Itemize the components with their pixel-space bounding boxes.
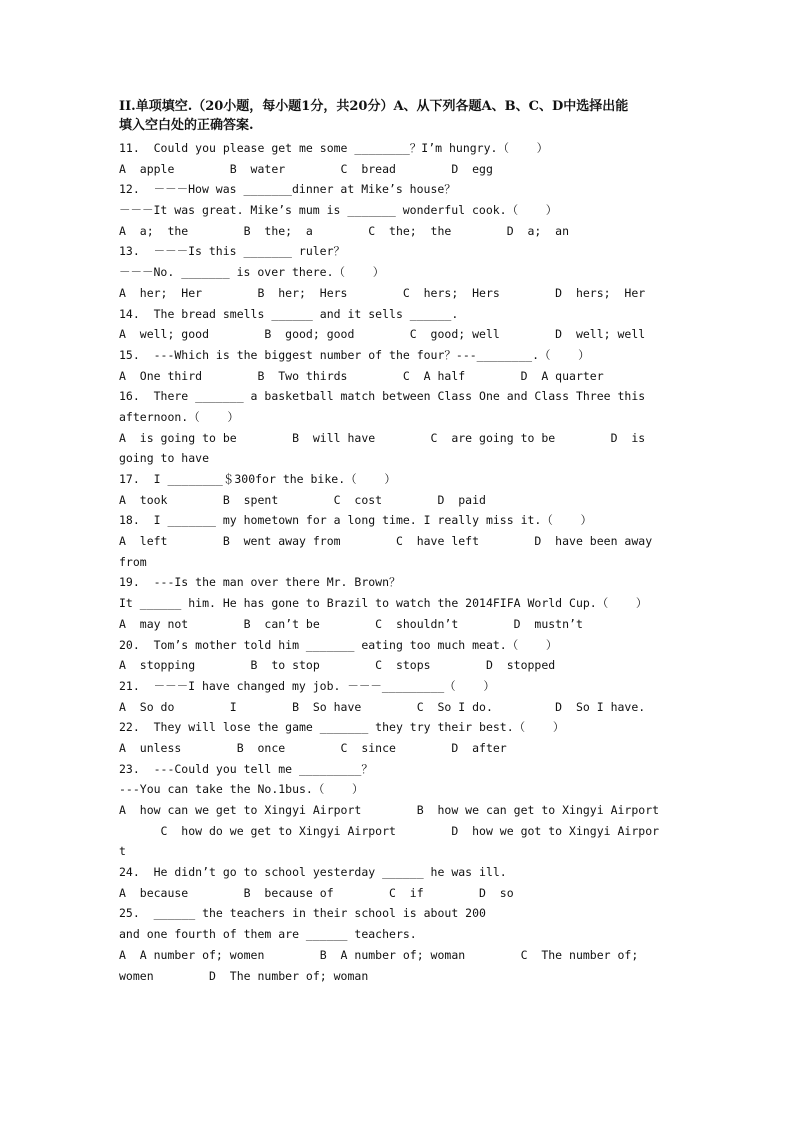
question-line: A how can we get to Xingyi Airport B how we can get to Xingyi Airport [119, 803, 660, 817]
question-line: A may not B can’t be C shouldn’t D mustn’t [119, 616, 583, 631]
question-line: 14. The bread smells ______ and it sells ______. [119, 306, 459, 321]
question-line: 18. I _______ my hometown for a long time. I really miss it.（ ） [119, 513, 593, 528]
question-line: going to have [119, 451, 210, 466]
question-line: 21. －－－I have changed my job. －－－_________（ ） [119, 678, 495, 693]
question-line: A left B went away from C have left D have been away [119, 534, 653, 549]
question-line: It ______ him. He has gone to Brazil to watch the 2014FIFA World Cup.（ ） [119, 596, 648, 611]
question-line: women D The number of; woman [119, 968, 369, 983]
question-line: A because B because of C if D so [119, 885, 514, 900]
question-line: 13. －－－Is this _______ ruler？ [119, 244, 346, 259]
section-title-line-2: 填入空白处的正确答案. [119, 118, 254, 133]
question-line: A her; Her B her; Hers C hers; Hers D hers; Her [119, 285, 646, 300]
question-line: 23. ---Could you tell me _________？ [119, 761, 373, 776]
question-line: A took B spent C cost D paid [119, 492, 486, 507]
question-line: 22. They will lose the game _______ they try their best.（ ） [119, 720, 565, 735]
question-line: 20. Tom’s mother told him _______ eating too much meat.（ ） [119, 637, 558, 652]
question-list [119, 138, 679, 986]
question-line: A One third B Two thirds C A half D A quarter [119, 368, 604, 383]
question-line: A So do I B So have C So I do. D So I have. [119, 699, 646, 714]
question-line: 17. I ________＄300for the bike.（ ） [119, 472, 396, 486]
question-line: C how do we get to Xingyi Airport D how we got to Xingyi Airpor [119, 823, 660, 838]
question-line: －－－It was great. Mike’s mum is _______ wonderful cook.（ ） [119, 203, 558, 218]
question-line: 19. ---Is the man over there Mr. Brown？ [119, 575, 401, 590]
question-line: A a; the B the; a C the; the D a; an [119, 223, 570, 238]
question-line: A A number of; women B A number of; woman C The number of; [119, 947, 639, 962]
question-line: A well; good B good; good C good; well D well; well [119, 327, 646, 342]
exam-page [119, 97, 679, 986]
question-line: 25. ______ the teachers in their school is about 200 [119, 906, 486, 921]
section-title [119, 97, 679, 135]
question-line: afternoon.（ ） [119, 409, 239, 424]
question-line: 15. ---Which is the biggest number of the four？---________.（ ） [119, 347, 590, 362]
question-line: and one fourth of them are ______ teachers. [119, 927, 417, 942]
question-line: A is going to be B will have C are going to be D is [119, 430, 646, 445]
question-line: A unless B once C since D after [119, 740, 507, 755]
question-line: 24. He didn’t go to school yesterday ______ he was ill. [119, 865, 507, 880]
section-title-line-1: II.单项填空.（20小题，每小题1分，共20分）A、从下列各题A、B、C、D中选择出能 [119, 99, 629, 114]
question-line: ---You can take the No.1bus.（ ） [119, 782, 364, 797]
question-line: from [119, 554, 147, 569]
question-line: －－－No. _______ is over there.（ ） [119, 265, 385, 280]
question-line: A stopping B to stop C stops D stopped [119, 658, 556, 673]
question-line: 11. Could you please get me some ________？I’m hungry.（ ） [119, 141, 549, 155]
question-line: 16. There _______ a basketball match between Class One and Class Three this [119, 389, 646, 404]
question-line: A apple B water C bread D egg [119, 161, 493, 176]
question-line: t [119, 844, 126, 859]
question-line: 12. －－－How was _______dinner at Mike’s house？ [119, 182, 456, 197]
